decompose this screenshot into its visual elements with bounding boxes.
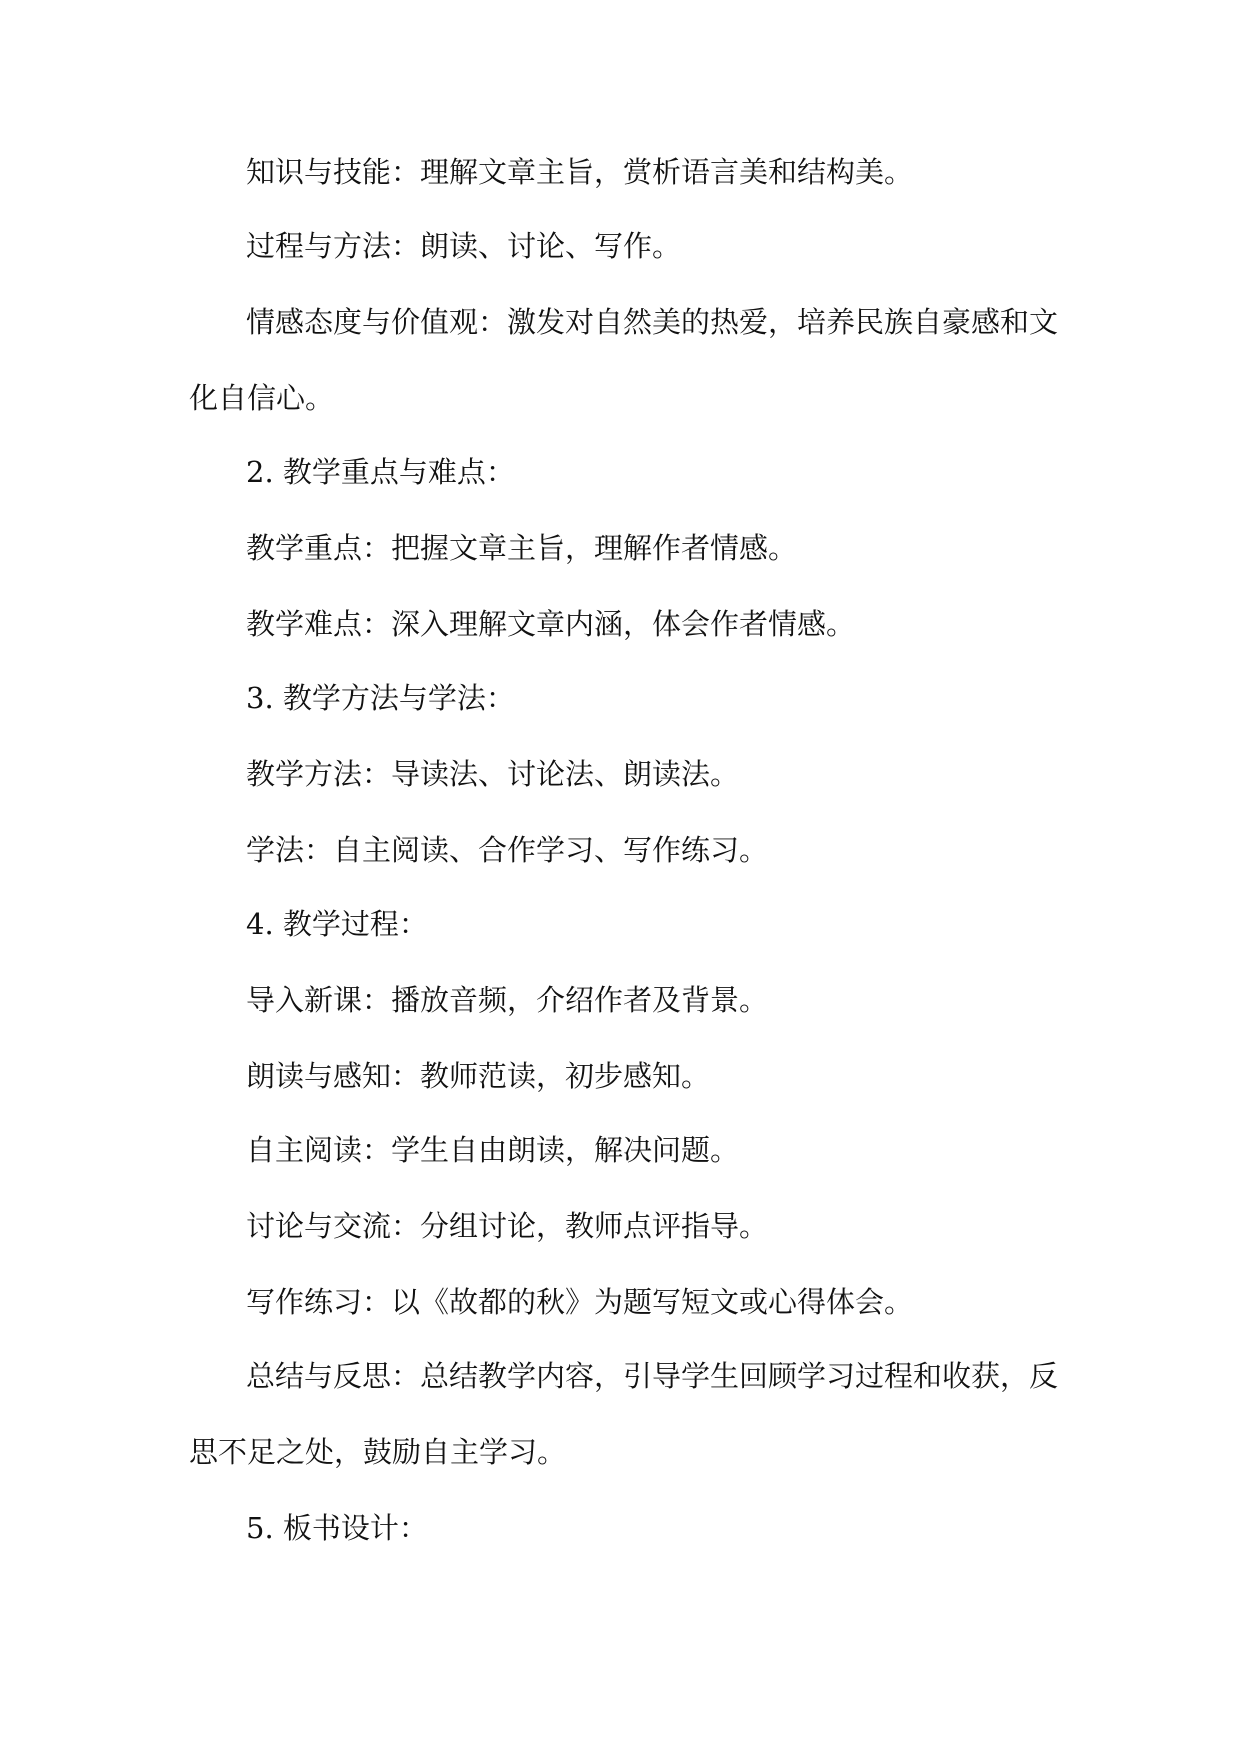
- text-line: 知识与技能：理解文章主旨，赏析语言美和结构美。: [246, 155, 914, 189]
- text-line: 自主阅读：学生自由朗读，解决问题。: [246, 1133, 740, 1167]
- text-line: 写作练习：以《故都的秋》为题写短文或心得体会。: [246, 1285, 914, 1319]
- text-line: 教学方法：导读法、讨论法、朗读法。: [246, 757, 740, 791]
- text-line: 学法：自主阅读、合作学习、写作练习。: [246, 833, 769, 867]
- text-line: 教学重点：把握文章主旨，理解作者情感。: [246, 531, 798, 565]
- text-line: 总结与反思：总结教学内容，引导学生回顾学习过程和收获，反: [246, 1359, 1059, 1393]
- text-line: 朗读与感知：教师范读，初步感知。: [246, 1059, 711, 1093]
- text-line: 教学难点：深入理解文章内涵，体会作者情感。: [246, 607, 856, 641]
- text-line: 思不足之处，鼓励自主学习。: [189, 1435, 567, 1469]
- text-line: 4. 教学过程：: [246, 907, 428, 941]
- text-line: 过程与方法：朗读、讨论、写作。: [246, 229, 682, 263]
- text-line: 5. 板书设计：: [246, 1511, 428, 1545]
- text-line: 化自信心。: [189, 381, 335, 415]
- text-line: 3. 教学方法与学法：: [246, 681, 515, 715]
- text-line: 2. 教学重点与难点：: [246, 455, 515, 489]
- text-line: 情感态度与价值观：激发对自然美的热爱，培养民族自豪感和文: [246, 305, 1059, 339]
- text-line: 导入新课：播放音频，介绍作者及背景。: [246, 983, 769, 1017]
- text-line: 讨论与交流：分组讨论，教师点评指导。: [246, 1209, 769, 1243]
